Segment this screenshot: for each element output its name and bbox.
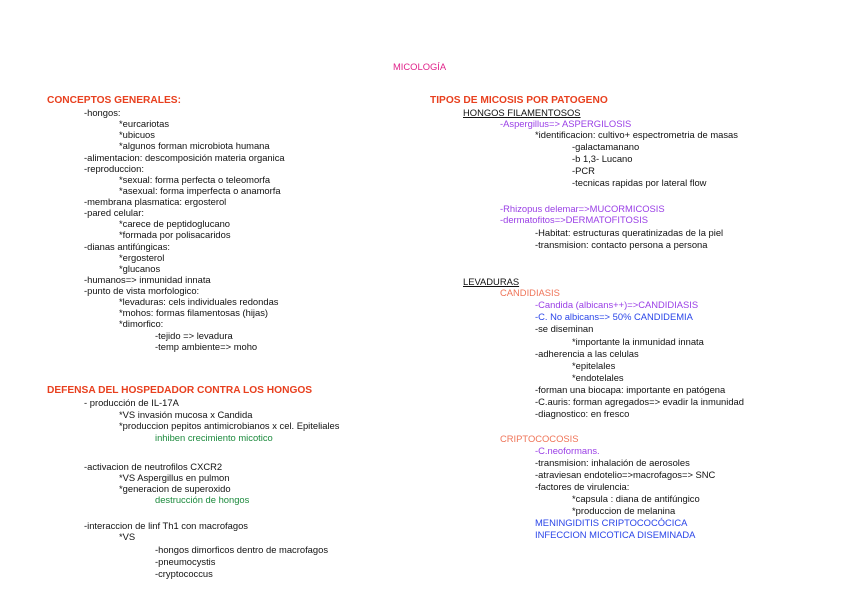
text-line: -interaccion de linf Th1 con macrofagos bbox=[84, 520, 248, 531]
text-line: -C.neoformans. bbox=[535, 445, 600, 456]
text-line: -cryptococcus bbox=[155, 568, 213, 579]
text-line: *eurcariotas bbox=[119, 118, 170, 129]
subheading-hongos-filamentosos: HONGOS FILAMENTOSOS bbox=[463, 107, 581, 118]
section-heading-defensa: DEFENSA DEL HOSPEDADOR CONTRA LOS HONGOS bbox=[47, 385, 313, 396]
subheading-candidiasis: CANDIDIASIS bbox=[500, 287, 560, 298]
text-line: *produccion pepitos antimicrobianos x cel. Epiteliales bbox=[119, 420, 340, 431]
text-line: -C.auris: forman agregados=> evadir la inmunidad bbox=[535, 396, 744, 407]
text-line: -pared celular: bbox=[84, 207, 144, 218]
text-line: *levaduras: cels individuales redondas bbox=[119, 296, 279, 307]
text-line: -C. No albicans=> 50% CANDIDEMIA bbox=[535, 311, 693, 322]
text-line: -hongos dimorficos dentro de macrofagos bbox=[155, 544, 329, 555]
text-line: -temp ambiente=> moho bbox=[155, 341, 258, 352]
text-line: -Aspergillus=> ASPERGILOSIS bbox=[500, 118, 632, 129]
text-line: -Rhizopus delemar=>MUCORMICOSIS bbox=[500, 203, 665, 214]
highlight-text: INFECCION MICOTICA DISEMINADA bbox=[535, 529, 696, 540]
text-line: -pneumocystis bbox=[155, 556, 216, 567]
text-line: -b 1,3- Lucano bbox=[572, 153, 633, 164]
text-line: -alimentacion: descomposición materia organica bbox=[84, 152, 285, 163]
subheading-levaduras: LEVADURAS bbox=[463, 276, 520, 287]
text-line: *asexual: forma imperfecta o anamorfa bbox=[119, 185, 281, 196]
text-line: *produccion de melanina bbox=[572, 505, 676, 516]
text-line: *carece de peptidoglucano bbox=[119, 218, 231, 229]
section-heading-conceptos: CONCEPTOS GENERALES: bbox=[47, 95, 181, 106]
text-line: -hongos: bbox=[84, 107, 121, 118]
text-line: *endotelales bbox=[572, 372, 624, 383]
text-line: -tejido => levadura bbox=[155, 330, 233, 341]
text-line: -diagnostico: en fresco bbox=[535, 408, 630, 419]
text-line: -factores de virulencia: bbox=[535, 481, 630, 492]
text-line: -dianas antifúngicas: bbox=[84, 241, 170, 252]
highlight-text: destrucción de hongos bbox=[155, 494, 250, 505]
page-title: MICOLOGÍA bbox=[393, 61, 447, 72]
text-line: *VS Aspergillus en pulmon bbox=[119, 472, 230, 483]
text-line: -reproduccion: bbox=[84, 163, 144, 174]
text-line: -dermatofitos=>DERMATOFITOSIS bbox=[500, 214, 648, 225]
text-line: *ubicuos bbox=[119, 129, 155, 140]
text-line: -punto de vista morfologico: bbox=[84, 285, 200, 296]
text-line: -Habitat: estructuras queratinizadas de la piel bbox=[535, 227, 724, 238]
section-heading-tipos: TIPOS DE MICOSIS POR PATOGENO bbox=[430, 95, 608, 106]
text-line: *VS bbox=[119, 531, 136, 542]
text-line: *mohos: formas filamentosas (hijas) bbox=[119, 307, 269, 318]
text-line: -membrana plasmatica: ergosterol bbox=[84, 196, 227, 207]
text-line: -tecnicas rapidas por lateral flow bbox=[572, 177, 707, 188]
text-line: *VS invasión mucosa x Candida bbox=[119, 409, 253, 420]
text-line: *capsula : diana de antifúngico bbox=[572, 493, 700, 504]
text-line: - producción de IL-17A bbox=[84, 397, 179, 408]
text-line: *identificacion: cultivo+ espectrometria de masas bbox=[535, 129, 738, 140]
text-line: *formada por polisacaridos bbox=[119, 229, 231, 240]
text-line: *sexual: forma perfecta o teleomorfa bbox=[119, 174, 271, 185]
text-line: *importante la inmunidad innata bbox=[572, 336, 704, 347]
subheading-criptococosis: CRIPTOCOCOSIS bbox=[500, 433, 579, 444]
text-line: -galactamanano bbox=[572, 141, 640, 152]
text-line: -transmision: inhalación de aerosoles bbox=[535, 457, 690, 468]
text-line: -adherencia a las celulas bbox=[535, 348, 639, 359]
text-line: *dimorfico: bbox=[119, 318, 164, 329]
text-line: -se diseminan bbox=[535, 323, 594, 334]
text-line: *generacion de superoxido bbox=[119, 483, 231, 494]
text-line: -activacion de neutrofilos CXCR2 bbox=[84, 461, 223, 472]
text-line: *ergosterol bbox=[119, 252, 165, 263]
text-line: -atraviesan endotelio=>macrofagos=> SNC bbox=[535, 469, 716, 480]
text-line: -forman una biocapa: importante en patógena bbox=[535, 384, 726, 395]
text-line: *glucanos bbox=[119, 263, 161, 274]
highlight-text: MENINGIDITIS CRIPTOCOCÓCICA bbox=[535, 517, 688, 528]
text-line: *algunos forman microbiota humana bbox=[119, 140, 270, 151]
text-line: -transmision: contacto persona a persona bbox=[535, 239, 708, 250]
text-line: -PCR bbox=[572, 165, 595, 176]
highlight-text: inhiben crecimiento micotico bbox=[155, 432, 273, 443]
text-line: -humanos=> inmunidad innata bbox=[84, 274, 211, 285]
text-line: *epitelales bbox=[572, 360, 616, 371]
text-line: -Candida (albicans++)=>CANDIDIASIS bbox=[535, 299, 699, 310]
